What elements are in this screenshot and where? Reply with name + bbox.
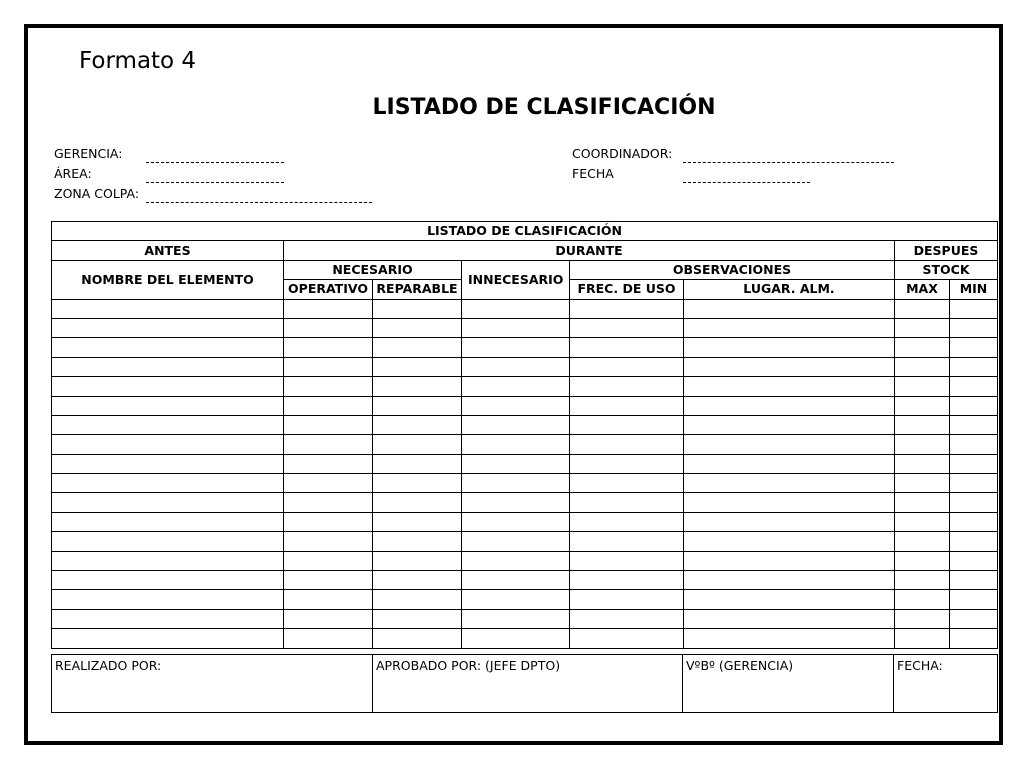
table-cell[interactable] (373, 415, 462, 434)
table-cell[interactable] (52, 512, 284, 531)
table-cell[interactable] (684, 571, 895, 590)
table-cell[interactable] (570, 435, 684, 454)
table-cell[interactable] (684, 377, 895, 396)
table-cell[interactable] (284, 512, 373, 531)
table-cell[interactable] (895, 415, 950, 434)
coordinador-label: COORDINADOR: (572, 146, 673, 161)
zona-colpa-label: ZONA COLPA: (54, 186, 140, 201)
table-cell[interactable] (373, 377, 462, 396)
table-cell[interactable] (284, 377, 373, 396)
table-cell[interactable] (895, 629, 950, 648)
table-cell[interactable] (895, 493, 950, 512)
table-cell[interactable] (895, 357, 950, 376)
table-cell[interactable] (373, 590, 462, 609)
table-cell[interactable] (284, 590, 373, 609)
table-cell[interactable] (52, 415, 284, 434)
table-cell[interactable] (284, 435, 373, 454)
table-row (52, 396, 998, 415)
innecesario-header: INNECESARIO (462, 260, 570, 299)
table-cell[interactable] (52, 338, 284, 357)
table-cell[interactable] (950, 474, 998, 493)
area-label: ÁREA: (54, 166, 92, 181)
gerencia-label: GERENCIA: (54, 146, 123, 161)
table-title: LISTADO DE CLASIFICACIÓN (52, 222, 998, 241)
realizado-por-cell[interactable]: REALIZADO POR: (52, 655, 373, 713)
table-cell[interactable] (570, 590, 684, 609)
table-cell[interactable] (684, 357, 895, 376)
durante-header: DURANTE (284, 241, 895, 260)
table-cell[interactable] (570, 357, 684, 376)
table-cell[interactable] (950, 532, 998, 551)
table-cell[interactable] (52, 532, 284, 551)
fecha-field[interactable] (683, 182, 810, 183)
table-cell[interactable] (895, 435, 950, 454)
table-cell[interactable] (950, 299, 998, 318)
table-cell[interactable] (895, 532, 950, 551)
table-cell[interactable] (895, 571, 950, 590)
table-cell[interactable] (52, 551, 284, 570)
table-cell[interactable] (950, 629, 998, 648)
table-cell[interactable] (52, 318, 284, 337)
observaciones-header: OBSERVACIONES (570, 260, 895, 279)
table-cell[interactable] (895, 377, 950, 396)
table-cell[interactable] (570, 609, 684, 628)
table-cell[interactable] (52, 299, 284, 318)
table-cell[interactable] (373, 396, 462, 415)
table-cell[interactable] (462, 357, 570, 376)
table-cell[interactable] (373, 571, 462, 590)
table-cell[interactable] (284, 493, 373, 512)
table-cell[interactable] (684, 590, 895, 609)
table-cell[interactable] (462, 299, 570, 318)
table-cell[interactable] (950, 454, 998, 473)
table-cell[interactable] (684, 493, 895, 512)
table-row (52, 454, 998, 473)
table-cell[interactable] (895, 299, 950, 318)
table-cell[interactable] (373, 629, 462, 648)
table-cell[interactable] (462, 551, 570, 570)
table-cell[interactable] (373, 551, 462, 570)
table-row (52, 377, 998, 396)
table-cell[interactable] (895, 551, 950, 570)
table-cell[interactable] (284, 357, 373, 376)
table-cell[interactable] (950, 377, 998, 396)
table-cell[interactable] (895, 474, 950, 493)
table-cell[interactable] (284, 318, 373, 337)
max-header: MAX (895, 280, 950, 299)
format-number: Formato 4 (79, 48, 197, 74)
table-cell[interactable] (462, 377, 570, 396)
table-cell[interactable] (570, 629, 684, 648)
table-cell[interactable] (570, 415, 684, 434)
table-row (52, 493, 998, 512)
table-cell[interactable] (284, 338, 373, 357)
table-cell[interactable] (284, 299, 373, 318)
table-row (52, 338, 998, 357)
table-cell[interactable] (684, 396, 895, 415)
zona-colpa-field[interactable] (146, 202, 372, 203)
table-cell[interactable] (570, 532, 684, 551)
table-cell[interactable] (570, 454, 684, 473)
table-cell[interactable] (373, 609, 462, 628)
table-cell[interactable] (895, 609, 950, 628)
area-field[interactable] (146, 182, 284, 183)
fecha-firma-cell[interactable]: FECHA: (894, 655, 998, 713)
table-cell[interactable] (52, 609, 284, 628)
table-cell[interactable] (373, 435, 462, 454)
table-cell[interactable] (373, 474, 462, 493)
stock-header: STOCK (895, 260, 998, 279)
table-cell[interactable] (684, 318, 895, 337)
table-cell[interactable] (462, 454, 570, 473)
classification-table (51, 221, 998, 649)
table-cell[interactable] (373, 532, 462, 551)
table-cell[interactable] (950, 357, 998, 376)
table-cell[interactable] (950, 571, 998, 590)
gerencia-field[interactable] (146, 162, 284, 163)
table-cell[interactable] (950, 590, 998, 609)
table-cell[interactable] (52, 435, 284, 454)
table-cell[interactable] (895, 338, 950, 357)
table-cell[interactable] (284, 474, 373, 493)
table-cell[interactable] (52, 357, 284, 376)
table-cell[interactable] (284, 571, 373, 590)
table-cell[interactable] (570, 551, 684, 570)
table-cell[interactable] (895, 512, 950, 531)
table-cell[interactable] (52, 590, 284, 609)
table-cell[interactable] (570, 338, 684, 357)
table-cell[interactable] (950, 435, 998, 454)
table-row (52, 318, 998, 337)
table-cell[interactable] (373, 338, 462, 357)
table-cell[interactable] (373, 357, 462, 376)
table-cell[interactable] (462, 435, 570, 454)
aprobado-por-cell[interactable]: APROBADO POR: (JEFE DPTO) (373, 655, 683, 713)
table-cell[interactable] (684, 299, 895, 318)
table-cell[interactable] (462, 571, 570, 590)
table-cell[interactable] (684, 551, 895, 570)
operativo-header: OPERATIVO (284, 280, 373, 299)
table-cell[interactable] (684, 512, 895, 531)
table-cell[interactable] (950, 415, 998, 434)
min-header: MIN (950, 280, 998, 299)
fecha-label: FECHA (572, 166, 614, 181)
table-cell[interactable] (895, 590, 950, 609)
table-cell[interactable] (462, 590, 570, 609)
table-cell[interactable] (284, 629, 373, 648)
table-cell[interactable] (52, 396, 284, 415)
table-cell[interactable] (52, 454, 284, 473)
table-row (52, 415, 998, 434)
page-title: LISTADO DE CLASIFICACIÓN (372, 95, 716, 120)
table-cell[interactable] (284, 396, 373, 415)
table-cell[interactable] (462, 318, 570, 337)
antes-header: ANTES (52, 241, 284, 260)
table-cell[interactable] (950, 396, 998, 415)
table-cell[interactable] (570, 299, 684, 318)
table-cell[interactable] (462, 415, 570, 434)
nombre-elemento-header: NOMBRE DEL ELEMENTO (52, 260, 284, 299)
table-row (52, 551, 998, 570)
vobo-gerencia-cell[interactable]: VºBº (GERENCIA) (683, 655, 894, 713)
table-cell[interactable] (684, 338, 895, 357)
table-cell[interactable] (462, 609, 570, 628)
table-cell[interactable] (950, 338, 998, 357)
table-cell[interactable] (950, 609, 998, 628)
table-cell[interactable] (684, 474, 895, 493)
table-cell[interactable] (462, 338, 570, 357)
table-cell[interactable] (684, 435, 895, 454)
table-row (52, 357, 998, 376)
table-cell[interactable] (373, 512, 462, 531)
table-cell[interactable] (462, 512, 570, 531)
table-cell[interactable] (950, 551, 998, 570)
table-cell[interactable] (950, 318, 998, 337)
table-cell[interactable] (684, 629, 895, 648)
table-cell[interactable] (570, 571, 684, 590)
table-row (52, 629, 998, 648)
table-cell[interactable] (895, 454, 950, 473)
table-cell[interactable] (284, 551, 373, 570)
table-row (52, 299, 998, 318)
table-cell[interactable] (462, 493, 570, 512)
table-cell[interactable] (950, 512, 998, 531)
table-cell[interactable] (895, 396, 950, 415)
table-cell[interactable] (52, 474, 284, 493)
table-cell[interactable] (684, 532, 895, 551)
table-cell[interactable] (462, 532, 570, 551)
table-cell[interactable] (570, 493, 684, 512)
table-cell[interactable] (373, 318, 462, 337)
coordinador-field[interactable] (683, 162, 894, 163)
table-cell[interactable] (684, 454, 895, 473)
table-cell[interactable] (462, 474, 570, 493)
reparable-header: REPARABLE (373, 280, 462, 299)
table-row (52, 474, 998, 493)
table-cell[interactable] (52, 493, 284, 512)
table-cell[interactable] (284, 454, 373, 473)
table-cell[interactable] (570, 377, 684, 396)
table-cell[interactable] (570, 318, 684, 337)
table-cell[interactable] (684, 609, 895, 628)
table-cell[interactable] (570, 396, 684, 415)
table-cell[interactable] (462, 629, 570, 648)
table-row (52, 590, 998, 609)
table-cell[interactable] (895, 318, 950, 337)
table-row (52, 435, 998, 454)
table-cell[interactable] (284, 609, 373, 628)
table-cell[interactable] (684, 415, 895, 434)
lugar-alm-header: LUGAR. ALM. (684, 280, 895, 299)
necesario-header: NECESARIO (284, 260, 462, 279)
table-cell[interactable] (373, 493, 462, 512)
frec-uso-header: FREC. DE USO (570, 280, 684, 299)
table-cell[interactable] (950, 493, 998, 512)
table-row (52, 571, 998, 590)
table-cell[interactable] (570, 474, 684, 493)
table-cell[interactable] (462, 396, 570, 415)
despues-header: DESPUES (895, 241, 998, 260)
table-cell[interactable] (373, 299, 462, 318)
table-cell[interactable] (570, 512, 684, 531)
table-cell[interactable] (52, 629, 284, 648)
table-cell[interactable] (373, 454, 462, 473)
table-row (52, 609, 998, 628)
table-cell[interactable] (284, 415, 373, 434)
signature-table (51, 654, 998, 713)
table-row (52, 512, 998, 531)
table-cell[interactable] (52, 571, 284, 590)
table-cell[interactable] (284, 532, 373, 551)
table-row (52, 532, 998, 551)
table-cell[interactable] (52, 377, 284, 396)
